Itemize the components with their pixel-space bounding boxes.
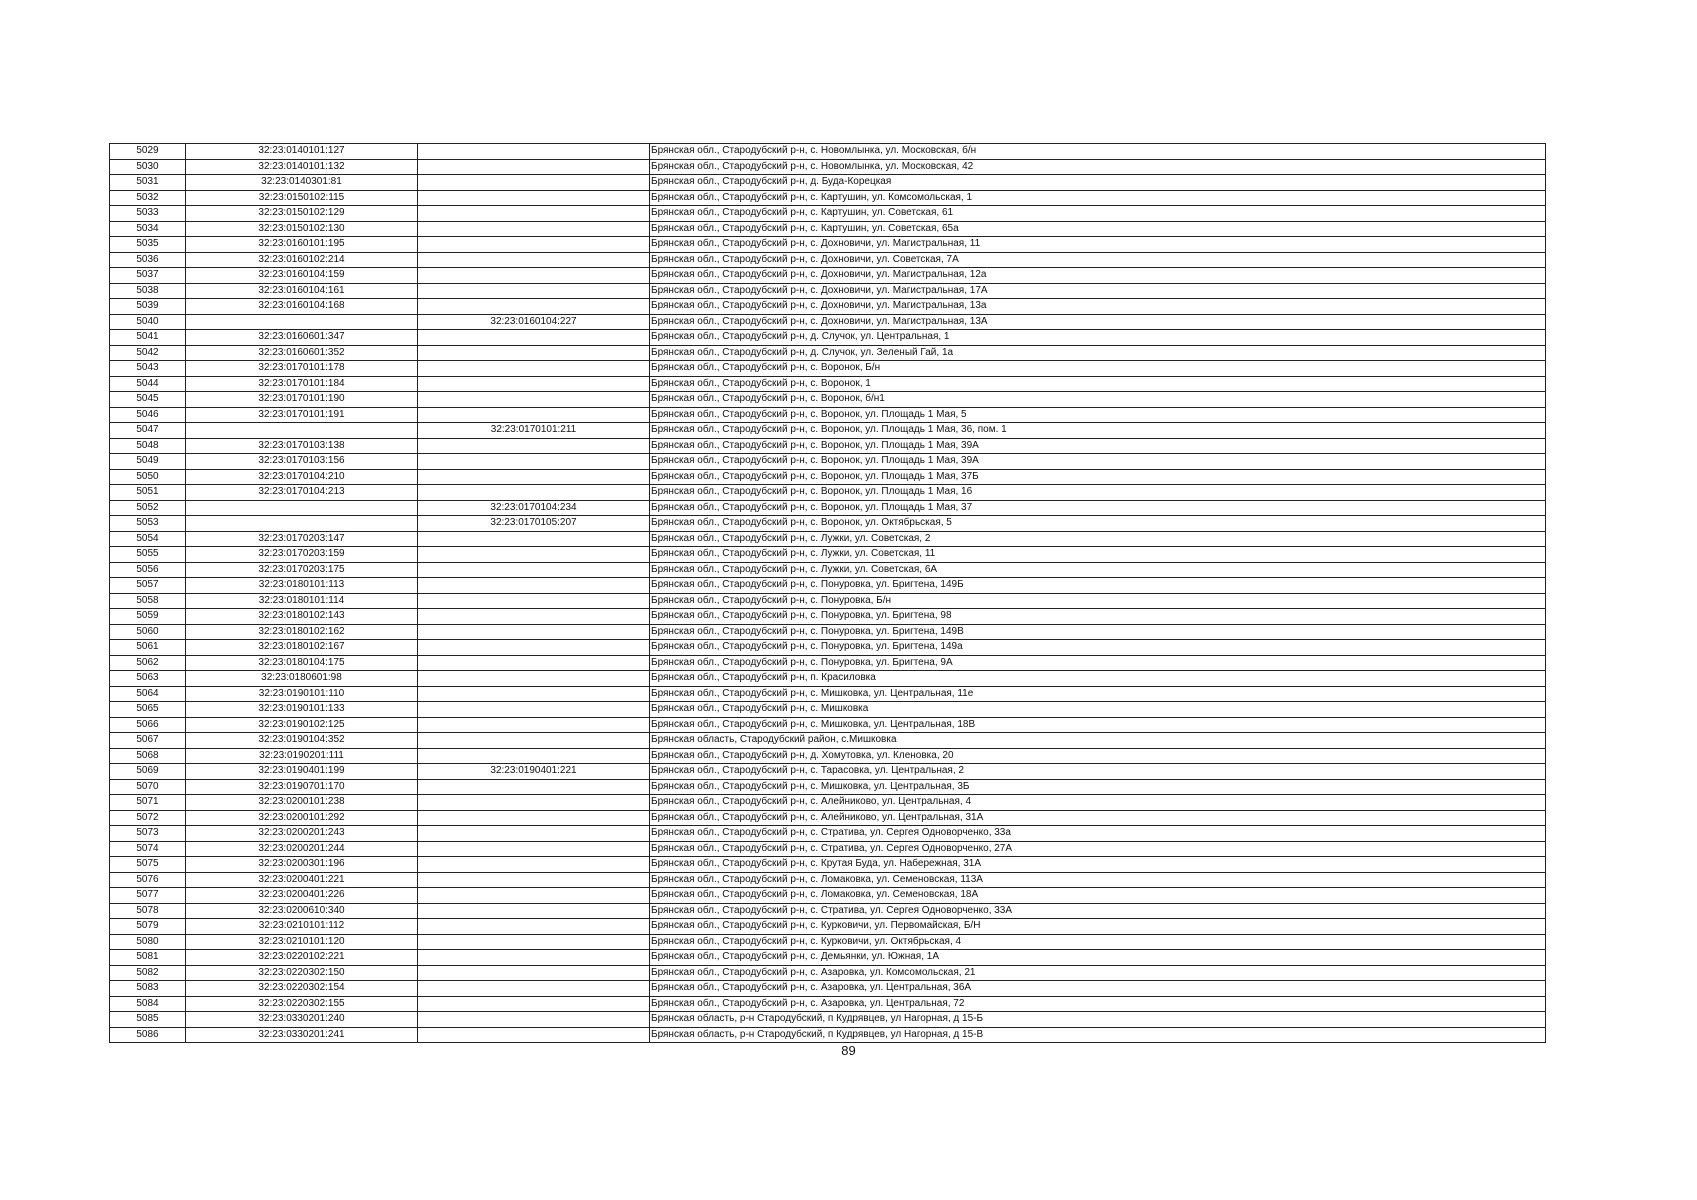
row-number-cell: 5076	[110, 872, 186, 888]
table-row	[110, 717, 1546, 733]
address-cell: Брянская обл., Стародубский р-н, с. Понуровка, ул. Бригтена, 149а	[650, 640, 1546, 656]
address-cell: Брянская обл., Стародубский р-н, с. Азаровка, ул. Комсомольская, 21	[650, 965, 1546, 981]
address-cell: Брянская обл., Стародубский р-н, с. Воронок, ул. Площадь 1 Мая, 37	[650, 500, 1546, 516]
related-cadastral-number-cell	[418, 841, 650, 857]
related-cadastral-number-cell	[418, 175, 650, 191]
table-row	[110, 686, 1546, 702]
table-body	[110, 144, 1546, 1043]
related-cadastral-number-cell	[418, 206, 650, 222]
row-number-cell: 5080	[110, 934, 186, 950]
table-row	[110, 407, 1546, 423]
related-cadastral-number-cell	[418, 283, 650, 299]
address-cell: Брянская обл., Стародубский р-н, с. Алейниково, ул. Центральная, 31А	[650, 810, 1546, 826]
row-number-cell: 5070	[110, 779, 186, 795]
table-row	[110, 671, 1546, 687]
cadastral-number-cell: 32:23:0220302:150	[186, 965, 418, 981]
table-row	[110, 903, 1546, 919]
table-row	[110, 469, 1546, 485]
table-row	[110, 578, 1546, 594]
related-cadastral-number-cell	[418, 857, 650, 873]
table-row	[110, 841, 1546, 857]
table-row	[110, 748, 1546, 764]
related-cadastral-number-cell	[418, 454, 650, 470]
address-cell: Брянская обл., Стародубский р-н, с. Воронок, ул. Площадь 1 Мая, 37Б	[650, 469, 1546, 485]
address-cell: Брянская обл., Стародубский р-н, с. Алейниково, ул. Центральная, 4	[650, 795, 1546, 811]
table-row	[110, 795, 1546, 811]
table-row	[110, 609, 1546, 625]
table-row	[110, 159, 1546, 175]
table-row	[110, 888, 1546, 904]
row-number-cell: 5064	[110, 686, 186, 702]
table-row	[110, 485, 1546, 501]
cadastral-number-cell: 32:23:0330201:240	[186, 1012, 418, 1028]
address-cell: Брянская обл., Стародубский р-н, с. Воронок, ул. Площадь 1 Мая, 39А	[650, 438, 1546, 454]
address-cell: Брянская обл., Стародубский р-н, д. Случок, ул. Зеленый Гай, 1а	[650, 345, 1546, 361]
related-cadastral-number-cell: 32:23:0190401:221	[418, 764, 650, 780]
related-cadastral-number-cell	[418, 144, 650, 160]
row-number-cell: 5052	[110, 500, 186, 516]
table-row	[110, 950, 1546, 966]
related-cadastral-number-cell	[418, 407, 650, 423]
row-number-cell: 5039	[110, 299, 186, 315]
row-number-cell: 5029	[110, 144, 186, 160]
related-cadastral-number-cell	[418, 1027, 650, 1043]
row-number-cell: 5040	[110, 314, 186, 330]
cadastral-number-cell: 32:23:0140101:127	[186, 144, 418, 160]
row-number-cell: 5069	[110, 764, 186, 780]
table-row	[110, 330, 1546, 346]
related-cadastral-number-cell	[418, 376, 650, 392]
table-row	[110, 190, 1546, 206]
related-cadastral-number-cell	[418, 330, 650, 346]
related-cadastral-number-cell	[418, 702, 650, 718]
table-row	[110, 562, 1546, 578]
related-cadastral-number-cell	[418, 981, 650, 997]
table-row	[110, 857, 1546, 873]
address-cell: Брянская обл., Стародубский р-н, с. Воронок, б/н1	[650, 392, 1546, 408]
address-cell: Брянская обл., Стародубский р-н, с. Стратива, ул. Сергея Одноворченко, 33а	[650, 826, 1546, 842]
table-row	[110, 996, 1546, 1012]
row-number-cell: 5030	[110, 159, 186, 175]
address-cell: Брянская область, р-н Стародубский, п Кудрявцев, ул Нагорная, д 15-Б	[650, 1012, 1546, 1028]
address-cell: Брянская обл., Стародубский р-н, с. Дохновичи, ул. Советская, 7А	[650, 252, 1546, 268]
address-cell: Брянская обл., Стародубский р-н, с. Демьянки, ул. Южная, 1А	[650, 950, 1546, 966]
table-row	[110, 438, 1546, 454]
cadastral-number-cell: 32:23:0140101:132	[186, 159, 418, 175]
address-cell: Брянская обл., Стародубский р-н, с. Понуровка, ул. Бригтена, 98	[650, 609, 1546, 625]
related-cadastral-number-cell	[418, 237, 650, 253]
row-number-cell: 5037	[110, 268, 186, 284]
address-cell: Брянская обл., Стародубский р-н, п. Красиловка	[650, 671, 1546, 687]
cadastral-number-cell: 32:23:0180101:113	[186, 578, 418, 594]
related-cadastral-number-cell	[418, 903, 650, 919]
row-number-cell: 5043	[110, 361, 186, 377]
table-row	[110, 934, 1546, 950]
row-number-cell: 5031	[110, 175, 186, 191]
row-number-cell: 5067	[110, 733, 186, 749]
address-cell: Брянская обл., Стародубский р-н, с. Воронок, ул. Площадь 1 Мая, 16	[650, 485, 1546, 501]
related-cadastral-number-cell	[418, 252, 650, 268]
row-number-cell: 5035	[110, 237, 186, 253]
row-number-cell: 5059	[110, 609, 186, 625]
cadastral-number-cell: 32:23:0180102:167	[186, 640, 418, 656]
related-cadastral-number-cell	[418, 717, 650, 733]
row-number-cell: 5078	[110, 903, 186, 919]
address-cell: Брянская обл., Стародубский р-н, с. Мишковка, ул. Центральная, 18В	[650, 717, 1546, 733]
row-number-cell: 5077	[110, 888, 186, 904]
address-cell: Брянская обл., Стародубский р-н, с. Дохновичи, ул. Магистральная, 11	[650, 237, 1546, 253]
cadastral-number-cell: 32:23:0170101:178	[186, 361, 418, 377]
cadastral-number-cell: 32:23:0160102:214	[186, 252, 418, 268]
cadastral-number-cell	[186, 500, 418, 516]
related-cadastral-number-cell	[418, 826, 650, 842]
table-row	[110, 702, 1546, 718]
cadastral-number-cell: 32:23:0150102:130	[186, 221, 418, 237]
address-cell: Брянская обл., Стародубский р-н, с. Воронок, ул. Октябрьская, 5	[650, 516, 1546, 532]
row-number-cell: 5045	[110, 392, 186, 408]
address-cell: Брянская обл., Стародубский р-н, с. Курковичи, ул. Первомайская, Б/Н	[650, 919, 1546, 935]
related-cadastral-number-cell: 32:23:0170104:234	[418, 500, 650, 516]
related-cadastral-number-cell	[418, 438, 650, 454]
cadastral-number-cell: 32:23:0160601:347	[186, 330, 418, 346]
cadastral-number-cell: 32:23:0190701:170	[186, 779, 418, 795]
row-number-cell: 5074	[110, 841, 186, 857]
table-row	[110, 144, 1546, 160]
address-cell: Брянская обл., Стародубский р-н, с. Стратива, ул. Сергея Одноворченко, 33А	[650, 903, 1546, 919]
related-cadastral-number-cell	[418, 624, 650, 640]
cadastral-number-cell: 32:23:0170203:175	[186, 562, 418, 578]
table-row	[110, 764, 1546, 780]
cadastral-number-cell: 32:23:0160104:161	[186, 283, 418, 299]
related-cadastral-number-cell	[418, 469, 650, 485]
table-row	[110, 221, 1546, 237]
row-number-cell: 5048	[110, 438, 186, 454]
table-row	[110, 252, 1546, 268]
address-cell: Брянская обл., Стародубский р-н, с. Лужки, ул. Советская, 2	[650, 531, 1546, 547]
address-cell: Брянская обл., Стародубский р-н, д. Случок, ул. Центральная, 1	[650, 330, 1546, 346]
cadastral-number-cell: 32:23:0220302:155	[186, 996, 418, 1012]
address-cell: Брянская обл., Стародубский р-н, с. Новомлынка, ул. Московская, 42	[650, 159, 1546, 175]
related-cadastral-number-cell	[418, 547, 650, 563]
table-row	[110, 624, 1546, 640]
table-row	[110, 965, 1546, 981]
cadastral-number-cell: 32:23:0200201:244	[186, 841, 418, 857]
cadastral-number-cell	[186, 516, 418, 532]
address-cell: Брянская обл., Стародубский р-н, с. Мишковка	[650, 702, 1546, 718]
address-cell: Брянская обл., Стародубский р-н, с. Лужки, ул. Советская, 6А	[650, 562, 1546, 578]
related-cadastral-number-cell	[418, 578, 650, 594]
cadastral-number-cell: 32:23:0170103:156	[186, 454, 418, 470]
related-cadastral-number-cell	[418, 299, 650, 315]
related-cadastral-number-cell	[418, 795, 650, 811]
cadastral-number-cell: 32:23:0190201:111	[186, 748, 418, 764]
related-cadastral-number-cell	[418, 1012, 650, 1028]
table-row	[110, 779, 1546, 795]
cadastral-number-cell: 32:23:0190101:110	[186, 686, 418, 702]
table-row	[110, 423, 1546, 439]
related-cadastral-number-cell	[418, 919, 650, 935]
table-row	[110, 640, 1546, 656]
row-number-cell: 5038	[110, 283, 186, 299]
cadastral-number-cell: 32:23:0200610:340	[186, 903, 418, 919]
address-cell: Брянская обл., Стародубский р-н, с. Лужки, ул. Советская, 11	[650, 547, 1546, 563]
related-cadastral-number-cell	[418, 361, 650, 377]
row-number-cell: 5042	[110, 345, 186, 361]
related-cadastral-number-cell	[418, 671, 650, 687]
cadastral-number-cell: 32:23:0200301:196	[186, 857, 418, 873]
cadastral-number-cell: 32:23:0330201:241	[186, 1027, 418, 1043]
cadastral-number-cell: 32:23:0180601:98	[186, 671, 418, 687]
related-cadastral-number-cell: 32:23:0160104:227	[418, 314, 650, 330]
related-cadastral-number-cell	[418, 593, 650, 609]
address-cell: Брянская обл., Стародубский р-н, с. Воронок, ул. Площадь 1 Мая, 5	[650, 407, 1546, 423]
table-row	[110, 345, 1546, 361]
cadastral-number-cell: 32:23:0170101:184	[186, 376, 418, 392]
cadastral-number-cell: 32:23:0200401:226	[186, 888, 418, 904]
row-number-cell: 5079	[110, 919, 186, 935]
row-number-cell: 5061	[110, 640, 186, 656]
related-cadastral-number-cell	[418, 686, 650, 702]
cadastral-number-cell: 32:23:0190101:133	[186, 702, 418, 718]
related-cadastral-number-cell	[418, 996, 650, 1012]
address-cell: Брянская обл., Стародубский р-н, д. Буда-Корецкая	[650, 175, 1546, 191]
related-cadastral-number-cell: 32:23:0170105:207	[418, 516, 650, 532]
address-cell: Брянская область, р-н Стародубский, п Кудрявцев, ул Нагорная, д 15-В	[650, 1027, 1546, 1043]
table-row	[110, 175, 1546, 191]
table-row	[110, 516, 1546, 532]
row-number-cell: 5055	[110, 547, 186, 563]
address-cell: Брянская обл., Стародубский р-н, с. Воронок, ул. Площадь 1 Мая, 36, пом. 1	[650, 423, 1546, 439]
row-number-cell: 5084	[110, 996, 186, 1012]
address-cell: Брянская обл., Стародубский р-н, с. Тарасовка, ул. Центральная, 2	[650, 764, 1546, 780]
address-cell: Брянская обл., Стародубский р-н, с. Мишковка, ул. Центральная, 3Б	[650, 779, 1546, 795]
related-cadastral-number-cell	[418, 345, 650, 361]
cadastral-number-cell: 32:23:0180102:162	[186, 624, 418, 640]
related-cadastral-number-cell	[418, 562, 650, 578]
table-row	[110, 206, 1546, 222]
table-row	[110, 826, 1546, 842]
table-row	[110, 361, 1546, 377]
property-register-table	[109, 143, 1546, 1043]
cadastral-number-cell: 32:23:0170101:191	[186, 407, 418, 423]
row-number-cell: 5034	[110, 221, 186, 237]
cadastral-number-cell: 32:23:0210101:112	[186, 919, 418, 935]
row-number-cell: 5056	[110, 562, 186, 578]
row-number-cell: 5054	[110, 531, 186, 547]
row-number-cell: 5081	[110, 950, 186, 966]
related-cadastral-number-cell	[418, 655, 650, 671]
row-number-cell: 5057	[110, 578, 186, 594]
cadastral-number-cell	[186, 423, 418, 439]
address-cell: Брянская обл., Стародубский р-н, с. Курковичи, ул. Октябрьская, 4	[650, 934, 1546, 950]
address-cell: Брянская обл., Стародубский р-н, с. Понуровка, ул. Бригтена, 9А	[650, 655, 1546, 671]
cadastral-number-cell: 32:23:0160104:159	[186, 268, 418, 284]
table-row	[110, 547, 1546, 563]
row-number-cell: 5049	[110, 454, 186, 470]
row-number-cell: 5083	[110, 981, 186, 997]
row-number-cell: 5032	[110, 190, 186, 206]
cadastral-number-cell: 32:23:0180102:143	[186, 609, 418, 625]
cadastral-number-cell: 32:23:0170101:190	[186, 392, 418, 408]
table-row	[110, 810, 1546, 826]
row-number-cell: 5033	[110, 206, 186, 222]
address-cell: Брянская обл., Стародубский р-н, с. Стратива, ул. Сергея Одноворченко, 27А	[650, 841, 1546, 857]
cadastral-number-cell: 32:23:0170203:147	[186, 531, 418, 547]
cadastral-number-cell: 32:23:0170203:159	[186, 547, 418, 563]
table-row	[110, 1012, 1546, 1028]
address-cell: Брянская обл., Стародубский р-н, с. Крутая Буда, ул. Набережная, 31А	[650, 857, 1546, 873]
cadastral-number-cell: 32:23:0200101:238	[186, 795, 418, 811]
row-number-cell: 5082	[110, 965, 186, 981]
cadastral-number-cell: 32:23:0220102:221	[186, 950, 418, 966]
address-cell: Брянская обл., Стародубский р-н, с. Понуровка, ул. Бригтена, 149Б	[650, 578, 1546, 594]
row-number-cell: 5062	[110, 655, 186, 671]
table-row	[110, 392, 1546, 408]
table-row	[110, 872, 1546, 888]
cadastral-number-cell: 32:23:0170104:210	[186, 469, 418, 485]
table-row	[110, 1027, 1546, 1043]
table-row	[110, 500, 1546, 516]
table-row	[110, 268, 1546, 284]
related-cadastral-number-cell	[418, 748, 650, 764]
related-cadastral-number-cell	[418, 609, 650, 625]
cadastral-number-cell: 32:23:0160101:195	[186, 237, 418, 253]
row-number-cell: 5063	[110, 671, 186, 687]
row-number-cell: 5071	[110, 795, 186, 811]
row-number-cell: 5036	[110, 252, 186, 268]
address-cell: Брянская обл., Стародубский р-н, с. Ломаковка, ул. Семеновская, 18А	[650, 888, 1546, 904]
address-cell: Брянская обл., Стародубский р-н, с. Воронок, Б/н	[650, 361, 1546, 377]
table-row	[110, 454, 1546, 470]
row-number-cell: 5075	[110, 857, 186, 873]
table-row	[110, 655, 1546, 671]
row-number-cell: 5086	[110, 1027, 186, 1043]
related-cadastral-number-cell	[418, 872, 650, 888]
address-cell: Брянская обл., Стародубский р-н, с. Дохновичи, ул. Магистральная, 13А	[650, 314, 1546, 330]
cadastral-number-cell: 32:23:0180101:114	[186, 593, 418, 609]
cadastral-number-cell: 32:23:0200101:292	[186, 810, 418, 826]
cadastral-number-cell: 32:23:0190401:199	[186, 764, 418, 780]
cadastral-number-cell: 32:23:0220302:154	[186, 981, 418, 997]
row-number-cell: 5068	[110, 748, 186, 764]
related-cadastral-number-cell	[418, 485, 650, 501]
related-cadastral-number-cell	[418, 531, 650, 547]
address-cell: Брянская обл., Стародубский р-н, с. Дохновичи, ул. Магистральная, 17А	[650, 283, 1546, 299]
address-cell: Брянская обл., Стародубский р-н, с. Воронок, 1	[650, 376, 1546, 392]
address-cell: Брянская обл., Стародубский р-н, д. Хомутовка, ул. Кленовка, 20	[650, 748, 1546, 764]
table-row	[110, 919, 1546, 935]
address-cell: Брянская обл., Стародубский р-н, с. Новомлынка, ул. Московская, б/н	[650, 144, 1546, 160]
cadastral-number-cell: 32:23:0150102:115	[186, 190, 418, 206]
address-cell: Брянская обл., Стародубский р-н, с. Понуровка, ул. Бригтена, 149В	[650, 624, 1546, 640]
address-cell: Брянская обл., Стародубский р-н, с. Картушин, ул. Советская, 65а	[650, 221, 1546, 237]
related-cadastral-number-cell	[418, 268, 650, 284]
row-number-cell: 5085	[110, 1012, 186, 1028]
address-cell: Брянская обл., Стародубский р-н, с. Дохновичи, ул. Магистральная, 13а	[650, 299, 1546, 315]
address-cell: Брянская обл., Стародубский р-н, с. Картушин, ул. Советская, 61	[650, 206, 1546, 222]
related-cadastral-number-cell	[418, 159, 650, 175]
row-number-cell: 5066	[110, 717, 186, 733]
row-number-cell: 5053	[110, 516, 186, 532]
related-cadastral-number-cell	[418, 950, 650, 966]
row-number-cell: 5073	[110, 826, 186, 842]
table-row	[110, 314, 1546, 330]
table-row	[110, 237, 1546, 253]
cadastral-number-cell: 32:23:0170104:213	[186, 485, 418, 501]
table-row	[110, 733, 1546, 749]
address-cell: Брянская обл., Стародубский р-н, с. Дохновичи, ул. Магистральная, 12а	[650, 268, 1546, 284]
table-row	[110, 593, 1546, 609]
related-cadastral-number-cell	[418, 733, 650, 749]
address-cell: Брянская область, Стародубский район, с.Мишковка	[650, 733, 1546, 749]
cadastral-number-cell: 32:23:0150102:129	[186, 206, 418, 222]
related-cadastral-number-cell	[418, 392, 650, 408]
row-number-cell: 5041	[110, 330, 186, 346]
related-cadastral-number-cell	[418, 640, 650, 656]
related-cadastral-number-cell	[418, 810, 650, 826]
related-cadastral-number-cell	[418, 888, 650, 904]
related-cadastral-number-cell	[418, 934, 650, 950]
table-row	[110, 981, 1546, 997]
row-number-cell: 5058	[110, 593, 186, 609]
address-cell: Брянская обл., Стародубский р-н, с. Картушин, ул. Комсомольская, 1	[650, 190, 1546, 206]
table-row	[110, 376, 1546, 392]
page-number: 89	[841, 1043, 856, 1058]
cadastral-number-cell: 32:23:0160601:352	[186, 345, 418, 361]
cadastral-number-cell: 32:23:0160104:168	[186, 299, 418, 315]
row-number-cell: 5072	[110, 810, 186, 826]
related-cadastral-number-cell	[418, 221, 650, 237]
row-number-cell: 5047	[110, 423, 186, 439]
row-number-cell: 5044	[110, 376, 186, 392]
row-number-cell: 5051	[110, 485, 186, 501]
table-row	[110, 283, 1546, 299]
cadastral-number-cell: 32:23:0170103:138	[186, 438, 418, 454]
address-cell: Брянская обл., Стародубский р-н, с. Воронок, ул. Площадь 1 Мая, 39А	[650, 454, 1546, 470]
row-number-cell: 5065	[110, 702, 186, 718]
address-cell: Брянская обл., Стародубский р-н, с. Понуровка, Б/н	[650, 593, 1546, 609]
table-row	[110, 299, 1546, 315]
cadastral-number-cell: 32:23:0190102:125	[186, 717, 418, 733]
cadastral-number-cell: 32:23:0200401:221	[186, 872, 418, 888]
cadastral-number-cell: 32:23:0180104:175	[186, 655, 418, 671]
cadastral-number-cell: 32:23:0190104:352	[186, 733, 418, 749]
address-cell: Брянская обл., Стародубский р-н, с. Ломаковка, ул. Семеновская, 113А	[650, 872, 1546, 888]
related-cadastral-number-cell: 32:23:0170101:211	[418, 423, 650, 439]
address-cell: Брянская обл., Стародубский р-н, с. Азаровка, ул. Центральная, 36А	[650, 981, 1546, 997]
table-row	[110, 531, 1546, 547]
cadastral-number-cell: 32:23:0140301:81	[186, 175, 418, 191]
address-cell: Брянская обл., Стародубский р-н, с. Мишковка, ул. Центральная, 11е	[650, 686, 1546, 702]
related-cadastral-number-cell	[418, 965, 650, 981]
related-cadastral-number-cell	[418, 779, 650, 795]
related-cadastral-number-cell	[418, 190, 650, 206]
address-cell: Брянская обл., Стародубский р-н, с. Азаровка, ул. Центральная, 72	[650, 996, 1546, 1012]
cadastral-number-cell: 32:23:0200201:243	[186, 826, 418, 842]
row-number-cell: 5050	[110, 469, 186, 485]
row-number-cell: 5046	[110, 407, 186, 423]
row-number-cell: 5060	[110, 624, 186, 640]
cadastral-number-cell	[186, 314, 418, 330]
cadastral-number-cell: 32:23:0210101:120	[186, 934, 418, 950]
